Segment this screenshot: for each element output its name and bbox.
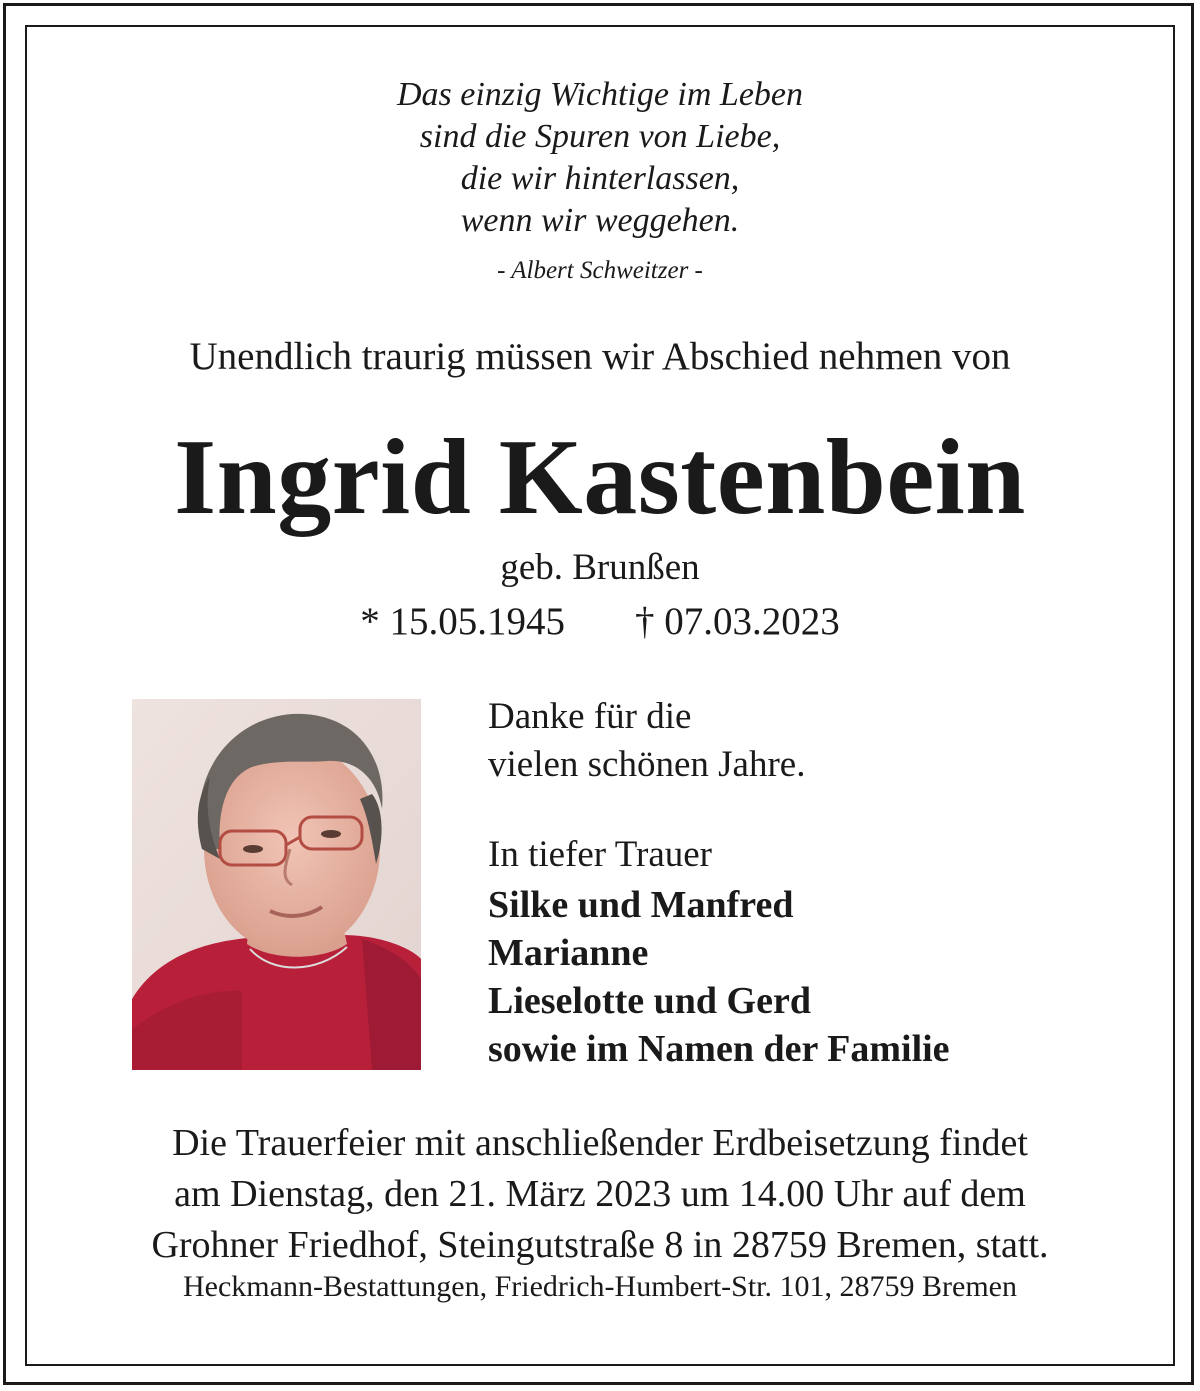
family-member: Silke und Manfred — [488, 884, 794, 926]
life-dates — [0, 599, 1200, 644]
quote — [0, 74, 1200, 242]
intro-text: Unendlich traurig müssen wir Abschied nehmen von — [189, 335, 1011, 378]
maiden-name: geb. Brunßen — [500, 547, 700, 588]
undertaker-info: Heckmann-Bestattungen, Friedrich-Humbert-Str. 101, 28759 Bremen — [183, 1270, 1017, 1303]
quote-line: Das einzig Wichtige im Leben — [396, 76, 804, 113]
thanks-line: vielen schönen Jahre. — [488, 744, 806, 785]
mourning-label: In tiefer Trauer — [488, 834, 712, 875]
deceased-name: Ingrid Kastenbein — [174, 418, 1026, 537]
family-member: Marianne — [488, 932, 649, 974]
birth-date: * 15.05.1945 — [360, 600, 565, 643]
ceremony-line: Die Trauerfeier mit anschließender Erdbeisetzung findet — [172, 1122, 1028, 1164]
death-date: † 07.03.2023 — [635, 600, 840, 643]
thanks-text — [488, 693, 805, 789]
family-member: Lieselotte und Gerd — [488, 980, 811, 1022]
thanks-line: Danke für die — [488, 696, 692, 737]
family-member: sowie im Namen der Familie — [488, 1028, 950, 1070]
ceremony-line: am Dienstag, den 21. März 2023 um 14.00 Uhr auf dem — [174, 1173, 1026, 1215]
ceremony-line: Grohner Friedhof, Steingutstraße 8 in 28759 Bremen, statt. — [151, 1224, 1049, 1266]
quote-author: - Albert Schweitzer - — [497, 257, 703, 284]
ceremony-info — [0, 1118, 1200, 1271]
quote-line: wenn wir weggehen. — [460, 202, 740, 239]
family-list — [488, 881, 950, 1073]
quote-line: sind die Spuren von Liebe, — [419, 118, 781, 155]
quote-line: die wir hinterlassen, — [460, 160, 740, 197]
portrait-photo — [132, 699, 421, 1070]
